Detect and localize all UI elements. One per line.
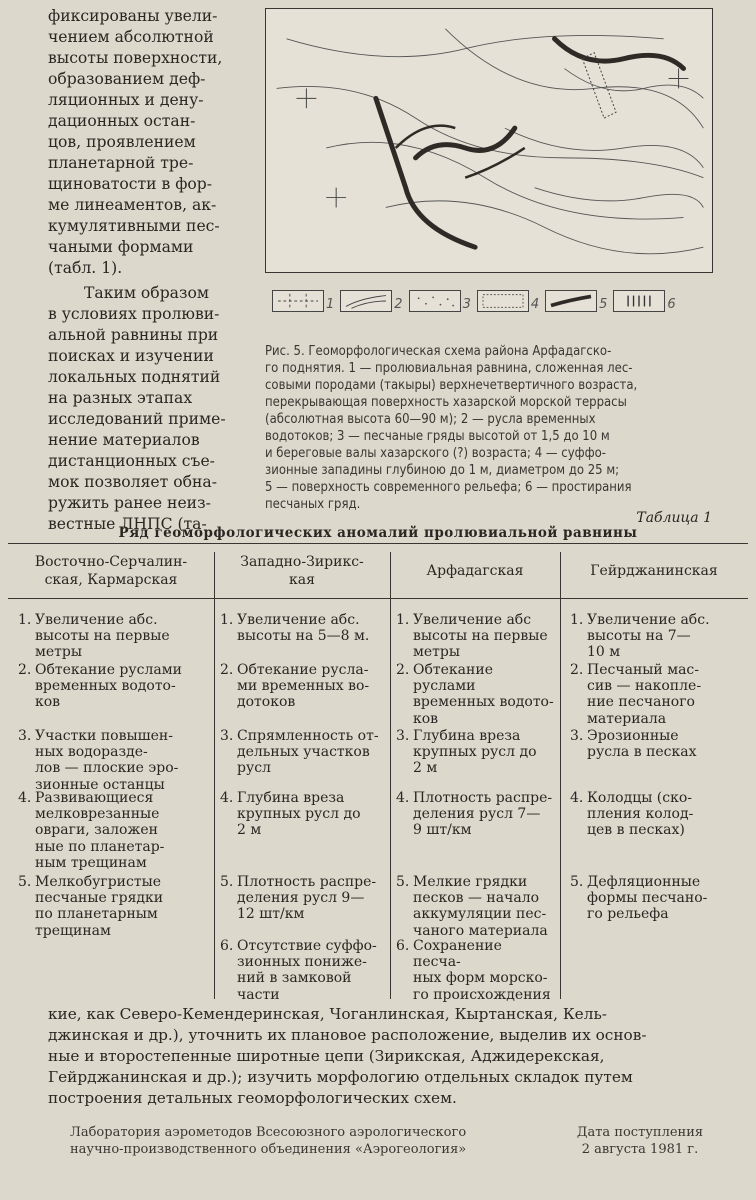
- legend-item-4: [477, 290, 539, 312]
- cell-line: Мелкие грядки: [413, 874, 528, 890]
- item-number: 3.: [220, 728, 234, 744]
- item-number: 1.: [570, 612, 584, 628]
- table-title: Ряд геоморфологических аномалий пролювиальной равнины: [118, 525, 638, 541]
- text-line: щиноватости в фор-: [48, 175, 213, 193]
- caption-line: Рис. 5. Геоморфологическая схема района Арфадагско-: [265, 344, 612, 359]
- cell-line: Спрямленность от-: [237, 728, 379, 744]
- table-cell-item: [570, 790, 742, 839]
- cell-line: Увеличение абс.: [237, 612, 360, 628]
- cell-line: временных водото-: [413, 694, 554, 711]
- legend-swatch-bold-line-icon: [545, 290, 597, 312]
- cell-line: Обтекание руслами: [35, 662, 182, 678]
- header-line: Гейрджанинская: [590, 563, 718, 579]
- legend-item-1: [272, 290, 334, 312]
- cell-line: ние песчаного: [587, 694, 695, 711]
- cell-line: Отсутствие суффо-: [237, 938, 377, 954]
- text-line: (табл. 1).: [48, 259, 123, 277]
- cell-line: цев в песках): [587, 822, 685, 839]
- item-number: 5.: [18, 874, 32, 890]
- table-header-cell: [8, 544, 214, 598]
- text-line: вестные ЛНПС (та-: [48, 515, 207, 533]
- cell-line: ков: [35, 694, 61, 711]
- table-cell-item: [18, 612, 206, 661]
- text-line: в условиях пролюви-: [48, 305, 220, 323]
- table-cell-item: [570, 662, 742, 727]
- cell-line: временных водото-: [35, 678, 176, 695]
- cell-line: трещинам: [35, 922, 111, 939]
- cell-line: мелковрезанные: [35, 806, 160, 823]
- item-number: 4.: [18, 790, 32, 806]
- table-cell-item: [18, 728, 206, 793]
- table-cell-item: [220, 612, 384, 644]
- cell-line: дельных участков: [237, 744, 370, 761]
- cell-line: 9 шт/км: [413, 822, 472, 839]
- paragraph-1: [48, 6, 253, 279]
- table-cell-item: [396, 874, 554, 939]
- table-cell-item: [396, 938, 554, 1003]
- table-header-cell: [390, 544, 560, 598]
- item-number: 3.: [570, 728, 584, 744]
- table-cell-item: [396, 612, 554, 661]
- item-number: 1.: [396, 612, 410, 628]
- table-cell-item: [18, 874, 206, 939]
- cell-line: Увеличение абс: [413, 612, 532, 628]
- item-number: 3.: [18, 728, 32, 744]
- table-cell-item: [570, 874, 742, 923]
- caption-line: и береговые валы хазарского (?) возраста; 4 — суффо-: [265, 446, 606, 461]
- legend-swatch-vertical-bars-icon: [613, 290, 665, 312]
- text-line: джинская и др.), уточнить их плановое расположение, выделив их основ-: [48, 1026, 647, 1044]
- cell-line: метры: [413, 644, 461, 661]
- table-cell-item: [396, 728, 554, 777]
- table-cell-item: [220, 728, 384, 777]
- cell-line: песчаные грядки: [35, 890, 164, 907]
- caption-line: перекрывающая поверхность хазарской морской террасы: [265, 395, 627, 410]
- affiliation-note: [70, 1124, 490, 1158]
- table-label: Таблица 1: [636, 510, 712, 526]
- cell-line: 10 м: [587, 644, 621, 661]
- table-header-cell: [560, 544, 748, 598]
- legend-item-2: [340, 290, 402, 312]
- table-cell-item: [220, 938, 384, 1003]
- legend-item-3: [409, 290, 471, 312]
- table-cell-item: [570, 728, 742, 760]
- cell-line: Участки повышен-: [35, 728, 173, 744]
- table-cell-item: [18, 662, 206, 711]
- text-line: цов, проявлением: [48, 133, 196, 151]
- header-line: Восточно-Серчалин-: [34, 554, 188, 570]
- caption-line: го поднятия. 1 — пролювиальная равнина, сложенная лес-: [265, 361, 633, 376]
- cell-line: ков: [413, 710, 439, 727]
- cell-line: по планетарным: [35, 906, 158, 923]
- legend-number: 5: [599, 297, 608, 312]
- text-line: планетарной тре-: [48, 154, 194, 172]
- cell-line: Песчаный мас-: [587, 662, 699, 678]
- item-number: 6.: [396, 938, 410, 954]
- cell-line: высоты на 7—: [587, 628, 691, 645]
- received-date: [560, 1124, 720, 1158]
- map-legend: [272, 287, 702, 315]
- cell-line: чаного материала: [413, 922, 548, 939]
- cell-line: ми временных во-: [237, 678, 370, 695]
- cell-line: Эрозионные: [587, 728, 679, 744]
- table-header-cell: [214, 544, 390, 598]
- table-cell-item: [396, 790, 554, 839]
- text-line: кумулятивными пес-: [48, 217, 220, 235]
- cell-line: деления русл 7—: [413, 806, 541, 823]
- table-header-rule: [8, 598, 748, 599]
- text-line: чением абсолютной: [48, 28, 214, 46]
- text-line: поисках и изучении: [48, 347, 214, 365]
- legend-number: 4: [530, 297, 540, 312]
- text-line: ные и второстепенные широтные цепи (Зирикская, Аджидерекская,: [48, 1047, 605, 1065]
- caption-line: 5 — поверхность современного рельефа; 6 — простирания: [265, 480, 632, 495]
- text-line: Гейрджанинская и др.); изучить морфологию отдельных складок путем: [48, 1068, 633, 1086]
- cell-line: 2 м: [237, 822, 262, 839]
- caption-line: песчаных гряд.: [265, 497, 361, 512]
- item-number: 2.: [570, 662, 584, 678]
- item-number: 1.: [220, 612, 234, 628]
- item-number: 4.: [396, 790, 410, 806]
- cell-line: высоты на 5—8 м.: [237, 628, 370, 645]
- text-line: построения детальных геоморфологических схем.: [48, 1089, 457, 1107]
- legend-swatch-dashed-grid-icon: [272, 290, 324, 312]
- legend-number: 3: [462, 297, 471, 312]
- item-number: 5.: [220, 874, 234, 890]
- table-cell-item: [18, 790, 206, 871]
- cell-line: зионные останцы: [35, 776, 165, 793]
- text-line: чаными формами: [48, 238, 194, 256]
- text-line: дистанционных съе-: [48, 452, 215, 470]
- item-number: 4.: [570, 790, 584, 806]
- text-line: кие, как Северо-Кемендеринская, Чоганлинская, Кыртанская, Кель-: [48, 1005, 607, 1023]
- paragraph-2: [48, 283, 253, 535]
- cell-line: ным трещинам: [35, 854, 147, 871]
- cell-line: формы песчано-: [587, 890, 708, 907]
- cell-line: метры: [35, 644, 83, 661]
- item-number: 5.: [396, 874, 410, 890]
- cell-line: песков — начало: [413, 890, 540, 907]
- legend-number: 2: [394, 297, 403, 312]
- header-line: Арфадагская: [426, 563, 524, 579]
- footer-line: научно-производственного объединения «Аэрогеология»: [70, 1142, 467, 1157]
- cell-line: го рельефа: [587, 906, 669, 923]
- legend-item-6: [613, 290, 675, 312]
- cell-line: пления колод-: [587, 806, 694, 823]
- text-line: нение материалов: [48, 431, 200, 449]
- footer-line: 2 августа 1981 г.: [581, 1142, 699, 1157]
- caption-line: водотоков; 3 — песчаные гряды высотой от 1,5 до 10 м: [265, 429, 610, 444]
- cell-line: Сохранение песча-: [413, 938, 502, 971]
- legend-item-5: [545, 290, 607, 312]
- closing-paragraph: [48, 1004, 710, 1109]
- table-cell-item: [220, 790, 384, 839]
- footer-line: Дата поступления: [576, 1125, 704, 1140]
- caption-line: (абсолютная высота 60—90 м); 2 — русла временных: [265, 412, 596, 427]
- cell-line: Мелкобугристые: [35, 874, 161, 890]
- cell-line: Плотность распре-: [237, 874, 377, 890]
- column-divider: [390, 552, 391, 999]
- cell-line: зионных пониже-: [237, 954, 367, 971]
- column-divider: [214, 552, 215, 999]
- left-text-column: [48, 6, 253, 535]
- item-number: 3.: [396, 728, 410, 744]
- figure-caption: [265, 343, 717, 513]
- legend-number: 1: [326, 297, 335, 312]
- cell-line: Увеличение абс.: [35, 612, 158, 628]
- legend-swatch-dashed-depressions-icon: [477, 290, 529, 312]
- cell-line: ных форм морско-: [413, 970, 548, 987]
- cell-line: крупных русл до: [237, 806, 361, 823]
- item-number: 6.: [220, 938, 234, 954]
- map-drawing: [266, 9, 712, 272]
- table-cell-item: [220, 874, 384, 923]
- text-line: высоты поверхности,: [48, 49, 223, 67]
- cell-line: 2 м: [413, 760, 438, 777]
- item-number: 1.: [18, 612, 32, 628]
- caption-line: зионные западины глубиною до 1 м, диаметром до 25 м;: [265, 463, 620, 478]
- column-divider: [560, 552, 561, 999]
- text-line: образованием деф-: [48, 70, 206, 88]
- cell-line: ных водоразде-: [35, 744, 148, 761]
- text-line: Таким образом: [84, 284, 210, 302]
- legend-number: 6: [667, 297, 676, 312]
- cell-line: высоты на первые: [413, 628, 548, 645]
- text-line: дационных остан-: [48, 112, 196, 130]
- cell-line: ний в замковой: [237, 970, 352, 987]
- item-number: 2.: [220, 662, 234, 678]
- text-line: на разных этапах: [48, 389, 193, 407]
- cell-line: го происхождения: [413, 986, 551, 1003]
- caption-line: совыми породами (такыры) верхнечетвертичного возраста,: [265, 378, 638, 393]
- cell-line: аккумуляции пес-: [413, 906, 547, 923]
- text-line: фиксированы увели-: [48, 7, 218, 25]
- table-cell-item: [396, 662, 554, 727]
- geomorphological-map-figure: [265, 8, 713, 273]
- cell-line: Глубина вреза: [413, 728, 521, 744]
- text-line: ляционных и дену-: [48, 91, 204, 109]
- cell-line: Развивающиеся: [35, 790, 154, 806]
- cell-line: лов — плоские эро-: [35, 760, 179, 777]
- cell-line: русл: [237, 760, 271, 777]
- footer-line: Лаборатория аэрометодов Всесоюзного аэрологического: [70, 1125, 467, 1140]
- cell-line: Увеличение абс.: [587, 612, 710, 628]
- item-number: 5.: [570, 874, 584, 890]
- cell-line: ные по планетар-: [35, 838, 165, 855]
- cell-line: Обтекание руслами: [413, 662, 493, 695]
- cell-line: материала: [587, 710, 667, 727]
- header-line: ская, Кармарская: [44, 572, 178, 588]
- text-line: локальных поднятий: [48, 368, 221, 386]
- legend-swatch-channels-icon: [340, 290, 392, 312]
- cell-line: части: [237, 986, 280, 1003]
- text-line: ме линеаментов, ак-: [48, 196, 217, 214]
- cell-line: высоты на первые: [35, 628, 170, 645]
- text-line: мок позволяет обна-: [48, 473, 217, 491]
- text-line: ружить ранее неиз-: [48, 494, 211, 512]
- cell-line: овраги, заложен: [35, 822, 158, 839]
- cell-line: дотоков: [237, 694, 296, 711]
- header-line: кая: [289, 572, 315, 588]
- item-number: 4.: [220, 790, 234, 806]
- cell-line: Плотность распре-: [413, 790, 553, 806]
- cell-line: крупных русл до: [413, 744, 537, 761]
- text-line: исследований приме-: [48, 410, 226, 428]
- header-line: Западно-Зирикс-: [240, 554, 364, 570]
- cell-line: 12 шт/км: [237, 906, 305, 923]
- cell-line: Колодцы (ско-: [587, 790, 693, 806]
- cell-line: русла в песках: [587, 744, 697, 761]
- table-cell-item: [220, 662, 384, 711]
- cell-line: Глубина вреза: [237, 790, 345, 806]
- anomaly-table: [8, 543, 748, 1003]
- item-number: 2.: [396, 662, 410, 678]
- text-line: альной равнины при: [48, 326, 219, 344]
- cell-line: Дефляционные: [587, 874, 701, 890]
- item-number: 2.: [18, 662, 32, 678]
- cell-line: деления русл 9—: [237, 890, 365, 907]
- legend-swatch-dotted-sand-icon: [409, 290, 461, 312]
- table-cell-item: [570, 612, 742, 661]
- cell-line: сив — накопле-: [587, 678, 702, 695]
- cell-line: Обтекание русла-: [237, 662, 369, 678]
